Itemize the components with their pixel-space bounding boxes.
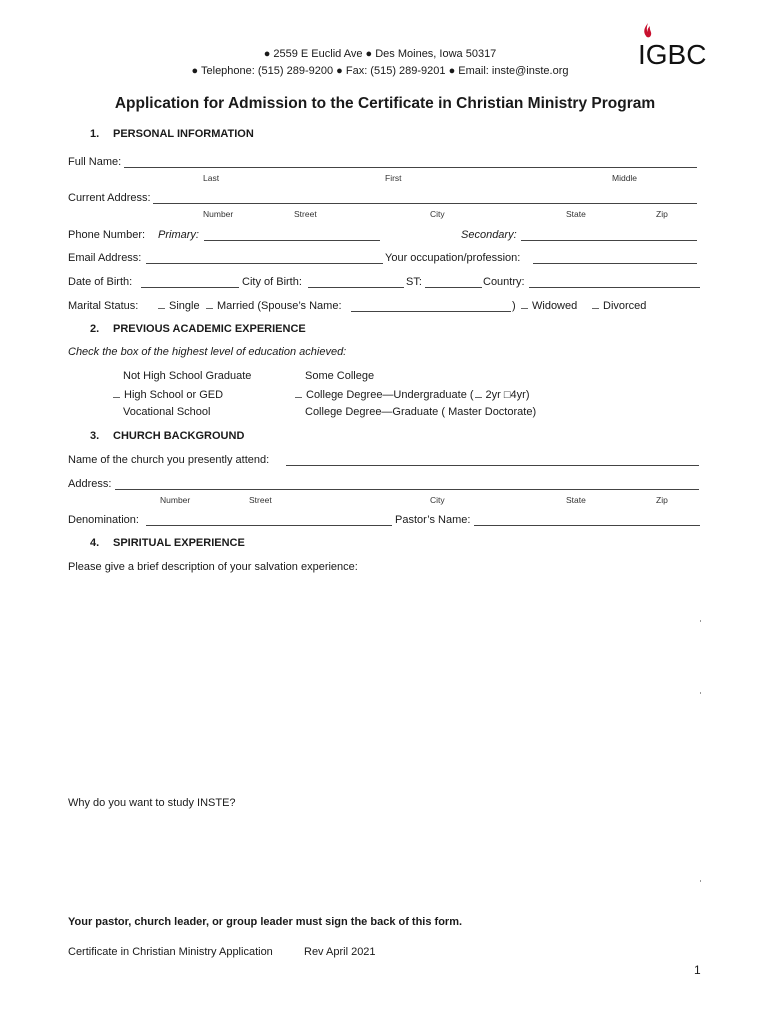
married-option[interactable]: Married (Spouse’s Name: <box>206 300 342 312</box>
margin-mark <box>700 880 701 882</box>
hs-ged-checkbox[interactable] <box>113 390 120 398</box>
church-name-field[interactable] <box>286 465 699 466</box>
city-birth-label: City of Birth: <box>242 276 302 288</box>
zip-sublabel: Zip <box>656 209 668 219</box>
header-address: ● 2559 E Euclid Ave ● Des Moines, Iowa 50317 <box>263 48 497 60</box>
header-contact: ● Telephone: (515) 289-9200 ● Fax: (515) 289-9201 ● Email: inste@inste.org <box>191 65 569 77</box>
edu-vocational[interactable]: Vocational School <box>123 406 211 418</box>
why-inste-prompt: Why do you want to study INSTE? <box>68 797 236 809</box>
signature-note: Your pastor, church leader, or group leader must sign the back of this form. <box>68 916 463 928</box>
country-field[interactable] <box>529 287 700 288</box>
primary-phone-field[interactable] <box>204 240 380 241</box>
edu-undergrad[interactable]: College Degree—Undergraduate ( 2yr □4yr) <box>295 389 529 401</box>
married-close: ) <box>512 300 516 312</box>
widowed-option[interactable]: Widowed <box>521 300 577 312</box>
dob-field[interactable] <box>141 287 239 288</box>
section3-num: 3. <box>90 430 100 442</box>
single-checkbox[interactable] <box>158 301 165 309</box>
section3-heading: CHURCH BACKGROUND <box>113 430 245 442</box>
church-street-sublabel: Street <box>249 495 272 505</box>
divorced-option[interactable]: Divorced <box>592 300 646 312</box>
section4-heading: SPIRITUAL EXPERIENCE <box>113 537 245 549</box>
last-sublabel: Last <box>203 173 220 183</box>
email-field[interactable] <box>146 263 383 264</box>
salvation-answer-area[interactable] <box>68 578 700 793</box>
church-number-sublabel: Number <box>160 495 191 505</box>
section4-num: 4. <box>90 537 100 549</box>
church-address-label: Address: <box>68 478 112 490</box>
dob-label: Date of Birth: <box>68 276 133 288</box>
why-inste-answer-area[interactable] <box>68 814 700 906</box>
secondary-label: Secondary: <box>461 229 517 241</box>
country-label: Country: <box>483 276 525 288</box>
married-checkbox[interactable] <box>206 301 213 309</box>
logo-text: IGBC <box>638 39 707 70</box>
margin-mark <box>700 692 701 694</box>
edu-some-college[interactable]: Some College <box>305 370 375 382</box>
marital-label: Marital Status: <box>68 300 139 312</box>
section2-num: 2. <box>90 323 100 335</box>
undergrad-checkbox[interactable] <box>295 390 302 398</box>
margin-mark <box>700 620 701 622</box>
church-city-sublabel: City <box>430 495 445 505</box>
phone-label: Phone Number: <box>68 229 146 241</box>
page-title: Application for Admission to the Certificate in Christian Ministry Program <box>114 95 656 112</box>
pastor-name-field[interactable] <box>474 525 700 526</box>
full-name-field[interactable] <box>124 167 697 168</box>
spouse-name-field[interactable] <box>351 311 511 312</box>
st-field[interactable] <box>425 287 482 288</box>
current-address-label: Current Address: <box>68 192 151 204</box>
secondary-phone-field[interactable] <box>521 240 697 241</box>
church-zip-sublabel: Zip <box>656 495 668 505</box>
section1-num: 1. <box>90 128 100 140</box>
first-sublabel: First <box>385 173 402 183</box>
edu-graduate[interactable]: College Degree—Graduate ( Master Doctorate) <box>305 406 537 418</box>
number-sublabel: Number <box>203 209 234 219</box>
st-label: ST: <box>406 276 422 288</box>
page-number: 1 <box>694 963 701 977</box>
primary-label: Primary: <box>158 229 199 241</box>
salvation-prompt: Please give a brief description of your salvation experience: <box>68 561 358 573</box>
edu-hs-ged[interactable]: High School or GED <box>113 389 223 401</box>
middle-sublabel: Middle <box>612 173 638 183</box>
full-name-label: Full Name: <box>68 156 122 168</box>
divorced-checkbox[interactable] <box>592 301 599 309</box>
church-address-field[interactable] <box>115 489 699 490</box>
education-instruction: Check the box of the highest level of education achieved: <box>68 346 347 358</box>
church-name-label: Name of the church you presently attend: <box>68 454 270 466</box>
email-label: Email Address: <box>68 252 142 264</box>
denomination-label: Denomination: <box>68 514 139 526</box>
section2-heading: PREVIOUS ACADEMIC EXPERIENCE <box>113 323 306 335</box>
widowed-checkbox[interactable] <box>521 301 528 309</box>
footer-form-name: Certificate in Christian Ministry Application <box>68 946 273 958</box>
state-sublabel: State <box>566 209 586 219</box>
igbc-logo <box>636 22 716 72</box>
city-sublabel: City <box>430 209 445 219</box>
denomination-field[interactable] <box>146 525 392 526</box>
street-sublabel: Street <box>294 209 317 219</box>
pastor-name-label: Pastor’s Name: <box>395 514 471 526</box>
single-option[interactable]: Single <box>158 300 200 312</box>
section1-heading: PERSONAL INFORMATION <box>113 128 254 140</box>
church-state-sublabel: State <box>566 495 586 505</box>
occupation-field[interactable] <box>533 263 697 264</box>
edu-not-hs[interactable]: Not High School Graduate <box>123 370 252 382</box>
current-address-field[interactable] <box>153 203 697 204</box>
undergrad-2yr-checkbox[interactable] <box>475 390 482 398</box>
footer-revision: Rev April 2021 <box>304 946 376 958</box>
occupation-label: Your occupation/profession: <box>385 252 521 264</box>
city-birth-field[interactable] <box>308 287 404 288</box>
